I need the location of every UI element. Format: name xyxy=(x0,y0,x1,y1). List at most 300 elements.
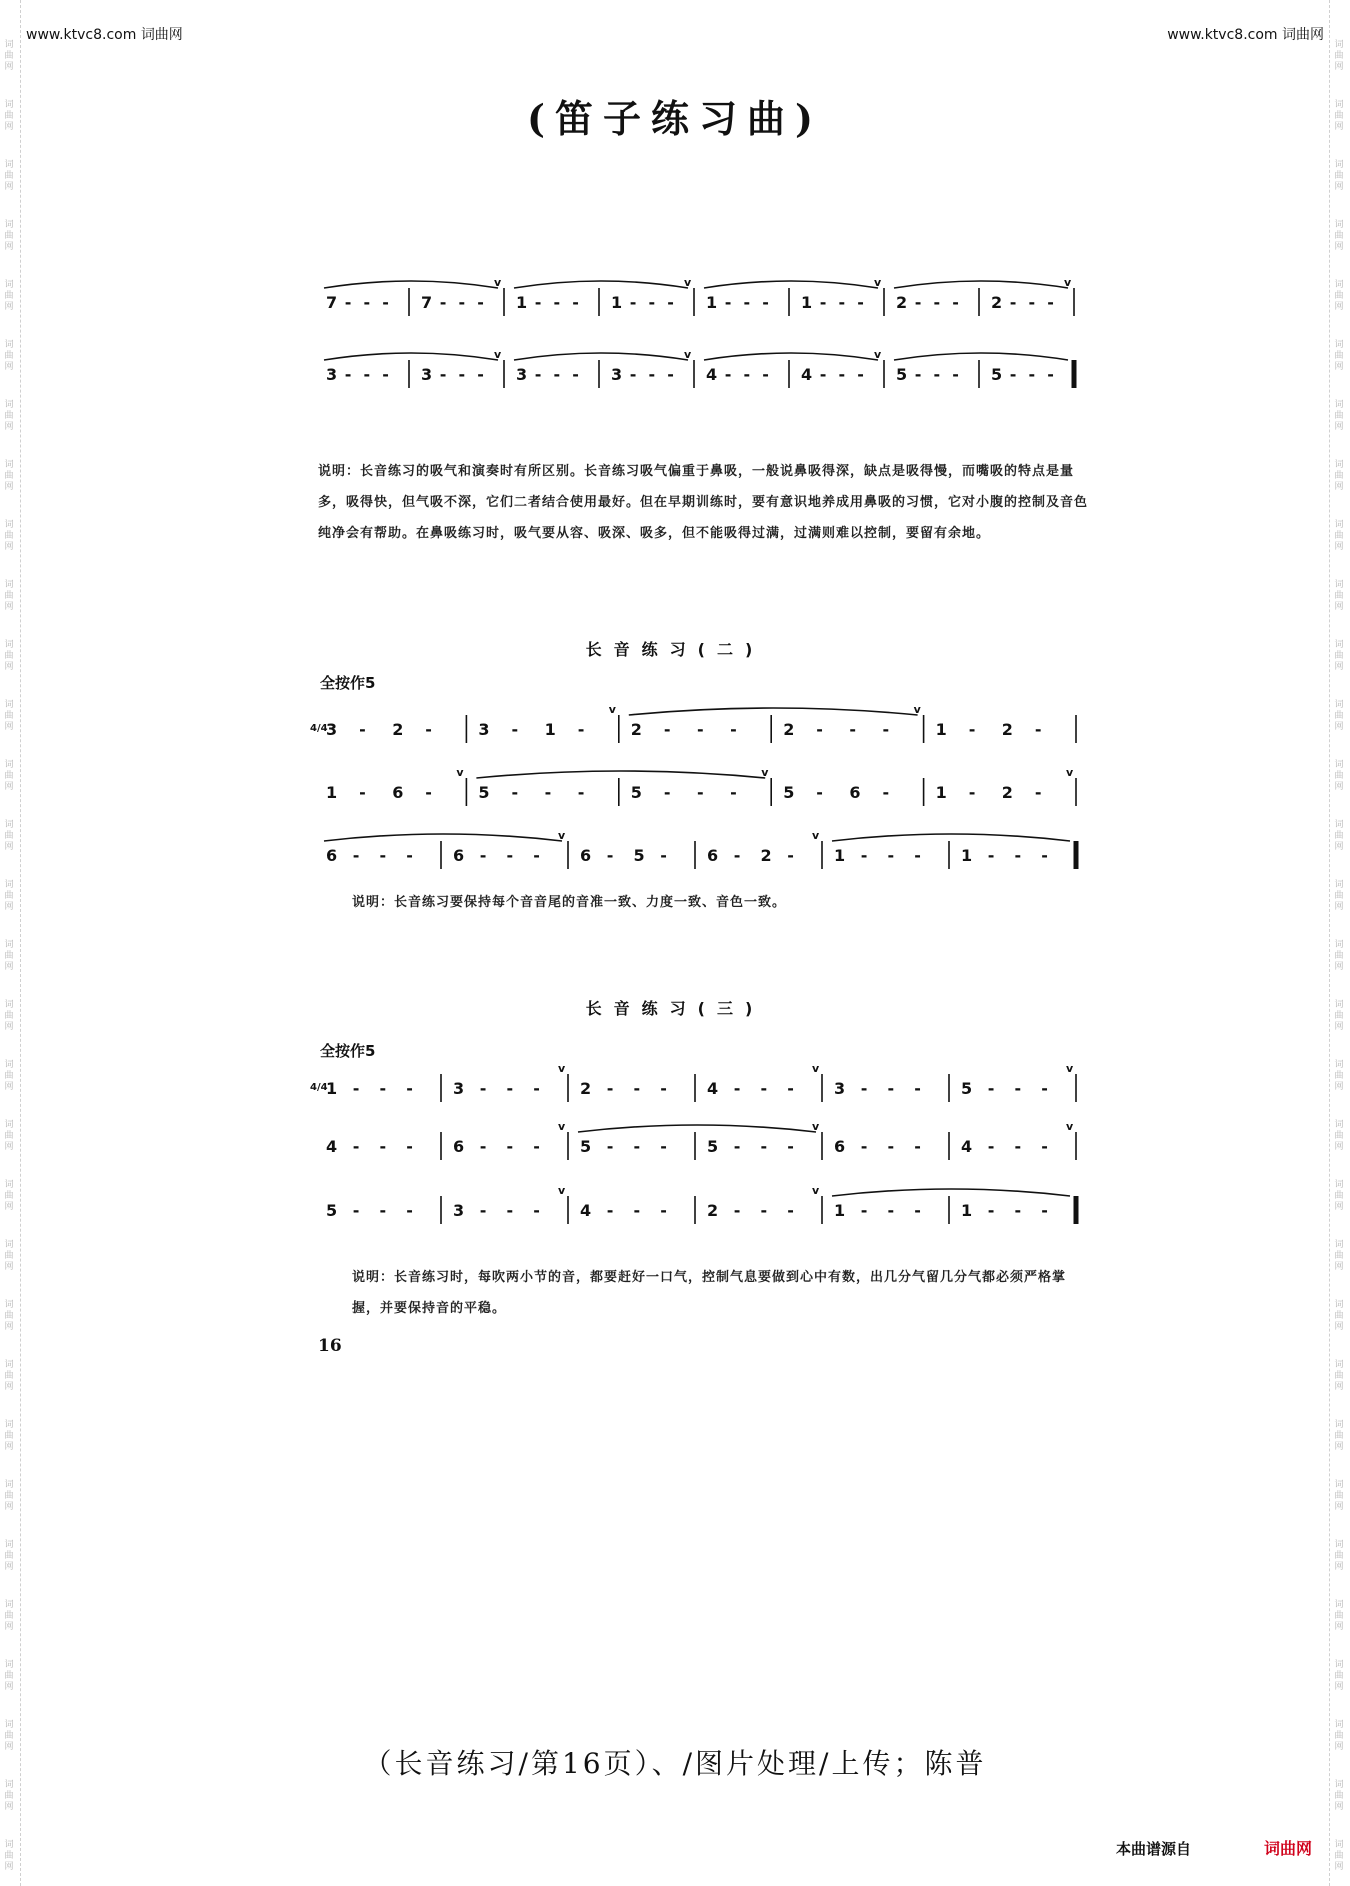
watermark-mark: 词 曲 网 xyxy=(1334,340,1344,372)
slur-arc xyxy=(832,834,1070,841)
watermark-mark: 词 曲 网 xyxy=(4,100,14,132)
exercise2-fingering: 全按作5 xyxy=(320,674,376,692)
note-digit: 2 xyxy=(392,720,404,739)
dash-mark: - xyxy=(406,1137,413,1156)
breath-mark: v xyxy=(456,766,464,779)
dash-mark: - xyxy=(479,1137,487,1156)
dash-mark: - xyxy=(760,1201,768,1220)
watermark-mark: 词 曲 网 xyxy=(4,1120,14,1152)
dash-mark: - xyxy=(819,365,827,384)
breath-mark: v xyxy=(874,348,882,361)
note-digit: 4 xyxy=(580,1201,592,1220)
watermark-mark: 词 曲 网 xyxy=(4,1840,14,1872)
dash-mark: - xyxy=(663,783,671,802)
dash-mark: - xyxy=(572,293,579,312)
dash-mark: - xyxy=(534,293,542,312)
dash-mark: - xyxy=(743,365,751,384)
dash-mark: - xyxy=(787,846,794,865)
dash-mark: - xyxy=(406,846,413,865)
score-row xyxy=(310,1058,1080,1116)
slur-arc xyxy=(578,1125,816,1132)
dash-mark: - xyxy=(987,846,995,865)
dash-mark: - xyxy=(914,365,922,384)
score-row xyxy=(318,344,1080,402)
note-digit: 2 xyxy=(1001,783,1013,802)
watermark-mark: 词 曲 网 xyxy=(4,1480,14,1512)
watermark-mark: 词 曲 网 xyxy=(1334,1660,1344,1692)
dash-mark: - xyxy=(439,293,447,312)
dash-mark: - xyxy=(733,1079,741,1098)
note-digit: 2 xyxy=(760,846,772,865)
note-digit: 2 xyxy=(991,293,1003,312)
score-row xyxy=(318,762,1080,820)
dash-mark: - xyxy=(838,365,846,384)
note-digit: 1 xyxy=(834,1201,846,1220)
breath-mark: v xyxy=(1064,276,1072,289)
dash-mark: - xyxy=(660,1079,667,1098)
dash-mark: - xyxy=(724,293,732,312)
dash-mark: - xyxy=(352,846,360,865)
breath-mark: v xyxy=(761,766,769,779)
dash-mark: - xyxy=(697,783,704,802)
dash-mark: - xyxy=(458,293,466,312)
note-digit: 2 xyxy=(896,293,908,312)
watermark-mark: 词 曲 网 xyxy=(1334,400,1344,432)
note-digit: 6 xyxy=(326,846,338,865)
note-digit: 2 xyxy=(783,720,795,739)
dash-mark: - xyxy=(1014,846,1022,865)
breath-mark: v xyxy=(812,829,820,842)
dash-mark: - xyxy=(987,1201,995,1220)
dash-mark: - xyxy=(887,1137,895,1156)
score-row xyxy=(318,1116,1080,1174)
dash-mark: - xyxy=(860,1079,868,1098)
breath-mark: v xyxy=(913,703,921,716)
watermark-mark: 词 曲 网 xyxy=(1334,1600,1344,1632)
dash-mark: - xyxy=(533,1201,540,1220)
slur-arc xyxy=(832,1189,1070,1196)
dash-mark: - xyxy=(544,783,552,802)
watermark-mark: 词 曲 网 xyxy=(1334,220,1344,252)
watermark-mark: 词 曲 网 xyxy=(1334,640,1344,672)
dash-mark: - xyxy=(511,720,519,739)
watermark-mark: 词 曲 网 xyxy=(4,640,14,672)
dash-mark: - xyxy=(606,846,614,865)
site-name: 词曲网 xyxy=(140,27,183,43)
breath-mark: v xyxy=(494,276,502,289)
dash-mark: - xyxy=(359,783,366,802)
dash-mark: - xyxy=(629,293,637,312)
breath-mark: v xyxy=(558,1120,566,1133)
watermark-mark: 词 曲 网 xyxy=(1334,1840,1344,1872)
slur-arc xyxy=(324,353,498,360)
site-url: www.ktvc8.com xyxy=(26,27,137,43)
breath-mark: v xyxy=(494,348,502,361)
dash-mark: - xyxy=(633,1201,641,1220)
site-link-top-right[interactable] xyxy=(1167,24,1324,44)
exercise3-title: 长音练习(三) xyxy=(585,999,765,1018)
watermark-mark: 词 曲 网 xyxy=(4,280,14,312)
watermark-mark: 词 曲 网 xyxy=(4,1660,14,1692)
watermark-mark: 词 曲 网 xyxy=(4,1360,14,1392)
note-digit: 3 xyxy=(516,365,528,384)
dash-mark: - xyxy=(629,365,637,384)
score-row xyxy=(310,699,1080,757)
dash-mark: - xyxy=(887,1079,895,1098)
breath-mark: v xyxy=(558,1062,566,1075)
watermark-mark: 词 曲 网 xyxy=(1334,1300,1344,1332)
dash-mark: - xyxy=(533,1079,540,1098)
watermark-mark: 词 曲 网 xyxy=(1334,1240,1344,1272)
note-digit: 2 xyxy=(1001,720,1013,739)
watermark-mark: 词 曲 网 xyxy=(4,520,14,552)
dash-mark: - xyxy=(914,1201,921,1220)
dash-mark: - xyxy=(506,1079,514,1098)
dash-mark: - xyxy=(787,1079,794,1098)
dash-mark: - xyxy=(572,365,579,384)
watermark-mark: 词 曲 网 xyxy=(4,1420,14,1452)
dash-mark: - xyxy=(648,293,656,312)
site-link-top-left[interactable] xyxy=(26,24,183,44)
note-digit: 7 xyxy=(326,293,338,312)
dash-mark: - xyxy=(1028,365,1036,384)
dash-mark: - xyxy=(724,365,732,384)
dash-mark: - xyxy=(511,783,519,802)
dash-mark: - xyxy=(379,1201,387,1220)
breath-mark: v xyxy=(684,276,692,289)
dash-mark: - xyxy=(730,783,737,802)
breath-mark: v xyxy=(1066,1120,1074,1133)
note-digit: 4 xyxy=(801,365,813,384)
note-digit: 5 xyxy=(707,1137,719,1156)
score-row xyxy=(318,825,1080,883)
watermark-mark: 词 曲 网 xyxy=(1334,1120,1344,1152)
watermark-mark: 词 曲 网 xyxy=(4,700,14,732)
dash-mark: - xyxy=(479,1201,487,1220)
dash-mark: - xyxy=(506,1137,514,1156)
dash-mark: - xyxy=(606,1137,614,1156)
note-digit: 5 xyxy=(896,365,908,384)
watermark-mark: 词 曲 网 xyxy=(1334,700,1344,732)
dash-mark: - xyxy=(1034,783,1042,802)
dash-mark: - xyxy=(730,720,737,739)
dash-mark: - xyxy=(533,1137,540,1156)
note-digit: 1 xyxy=(935,720,947,739)
dash-mark: - xyxy=(425,720,432,739)
note-digit: 4 xyxy=(961,1137,973,1156)
watermark-mark: 词 曲 网 xyxy=(1334,460,1344,492)
watermark-mark: 词 曲 网 xyxy=(1334,520,1344,552)
dash-mark: - xyxy=(857,365,864,384)
watermark-mark: 词 曲 网 xyxy=(1334,40,1344,72)
dash-mark: - xyxy=(1009,365,1017,384)
dash-mark: - xyxy=(477,293,484,312)
dash-mark: - xyxy=(648,365,656,384)
dash-mark: - xyxy=(379,1137,387,1156)
exercise3-note: 说明：长音练习时，每吹两小节的音，都要赶好一口气，控制气息要做到心中有数，出几分气留几分气都必须严格掌握，并要保持音的平稳。 xyxy=(352,1270,1067,1316)
dash-mark: - xyxy=(860,1201,868,1220)
note-digit: 7 xyxy=(421,293,433,312)
note-digit: 2 xyxy=(580,1079,592,1098)
watermark-mark: 词 曲 网 xyxy=(1334,880,1344,912)
dash-mark: - xyxy=(933,365,941,384)
watermark-mark: 词 曲 网 xyxy=(4,820,14,852)
note-digit: 2 xyxy=(707,1201,719,1220)
breath-mark: v xyxy=(1066,1062,1074,1075)
dash-mark: - xyxy=(1034,720,1042,739)
upload-caption: （长音练习/第16页）、/图片处理/上传；陈普 xyxy=(363,1747,987,1780)
watermark-mark: 词 曲 网 xyxy=(1334,940,1344,972)
dash-mark: - xyxy=(406,1079,413,1098)
dash-mark: - xyxy=(553,293,561,312)
note-digit: 1 xyxy=(544,720,556,739)
dash-mark: - xyxy=(633,1079,641,1098)
note-digit: 3 xyxy=(453,1079,465,1098)
slur-arc xyxy=(476,771,765,778)
site-name: 词曲网 xyxy=(1282,27,1324,43)
watermark-mark: 词 曲 网 xyxy=(1334,1540,1344,1572)
dash-mark: - xyxy=(458,365,466,384)
breath-mark: v xyxy=(812,1184,820,1197)
dash-mark: - xyxy=(479,846,487,865)
slur-arc xyxy=(324,281,498,288)
dash-mark: - xyxy=(534,365,542,384)
dash-mark: - xyxy=(477,365,484,384)
watermark-mark: 词 曲 网 xyxy=(4,580,14,612)
score-row xyxy=(318,1180,1080,1238)
breath-mark: v xyxy=(608,703,616,716)
exercise1-note: 说明：长音练习的吸气和演奏时有所区别。长音练习吸气偏重于鼻吸，一般说鼻吸得深，缺点是吸得慢，而嘴吸的特点是量多，吸得快，但气吸不深，它们二者结合使用最好。但在早期训练时，要有意识地养成用鼻吸的习惯，它对小腹的控制及音色纯净会有帮助。在鼻吸练习时，吸气要从容、吸深、吸多，但不能吸得过满，过满则难以控制，要留有余地。 xyxy=(318,464,1089,541)
watermark-mark: 词 曲 网 xyxy=(4,1780,14,1812)
dash-mark: - xyxy=(762,365,769,384)
breath-mark: v xyxy=(684,348,692,361)
dash-mark: - xyxy=(660,1201,667,1220)
page-number: 16 xyxy=(318,1336,342,1356)
dash-mark: - xyxy=(882,720,890,739)
dash-mark: - xyxy=(952,293,959,312)
watermark-mark: 词 曲 网 xyxy=(4,460,14,492)
exercise2-note: 说明：长音练习要保持每个音音尾的音准一致、力度一致、音色一致。 xyxy=(352,895,787,910)
watermark-mark: 词 曲 网 xyxy=(4,1600,14,1632)
page-title: (笛子练习曲) xyxy=(527,96,823,141)
note-digit: 3 xyxy=(611,365,623,384)
slur-arc xyxy=(704,353,878,360)
note-digit: 2 xyxy=(630,720,642,739)
watermark-mark: 词 曲 网 xyxy=(4,880,14,912)
dash-mark: - xyxy=(506,1201,514,1220)
dash-mark: - xyxy=(533,846,540,865)
dash-mark: - xyxy=(860,1137,868,1156)
watermark-mark: 词 曲 网 xyxy=(1334,280,1344,312)
watermark-mark: 词 曲 网 xyxy=(4,400,14,432)
dash-mark: - xyxy=(733,1201,741,1220)
dash-mark: - xyxy=(425,783,432,802)
note-digit: 5 xyxy=(633,846,645,865)
breath-mark: v xyxy=(558,1184,566,1197)
time-signature: 4/4 xyxy=(310,723,328,734)
breath-mark: v xyxy=(1066,766,1074,779)
note-digit: 5 xyxy=(961,1079,973,1098)
watermark-mark: 词 曲 网 xyxy=(4,1720,14,1752)
note-digit: 4 xyxy=(326,1137,338,1156)
dash-mark: - xyxy=(860,846,868,865)
note-digit: 6 xyxy=(453,846,465,865)
watermark-mark: 词 曲 网 xyxy=(1334,1720,1344,1752)
note-digit: 1 xyxy=(935,783,947,802)
dash-mark: - xyxy=(663,720,671,739)
note-digit: 1 xyxy=(801,293,813,312)
dash-mark: - xyxy=(382,365,389,384)
note-digit: 4 xyxy=(707,1079,719,1098)
dash-mark: - xyxy=(606,1201,614,1220)
dash-mark: - xyxy=(1009,293,1017,312)
score-row xyxy=(318,272,1080,330)
note-digit: 3 xyxy=(326,720,338,739)
left-watermark-strip xyxy=(0,0,21,1886)
dash-mark: - xyxy=(344,293,352,312)
dash-mark: - xyxy=(352,1079,360,1098)
dash-mark: - xyxy=(577,783,585,802)
note-digit: 4 xyxy=(706,365,718,384)
breath-mark: v xyxy=(812,1120,820,1133)
note-digit: 3 xyxy=(421,365,433,384)
note-digit: 1 xyxy=(961,1201,973,1220)
breath-mark: v xyxy=(558,829,566,842)
dash-mark: - xyxy=(660,846,667,865)
dash-mark: - xyxy=(887,1201,895,1220)
dash-mark: - xyxy=(733,846,741,865)
dash-mark: - xyxy=(733,1137,741,1156)
watermark-mark: 词 曲 网 xyxy=(4,1540,14,1572)
note-digit: 6 xyxy=(453,1137,465,1156)
dash-mark: - xyxy=(914,846,921,865)
watermark-mark: 词 曲 网 xyxy=(1334,1180,1344,1212)
slur-arc xyxy=(894,353,1068,360)
note-digit: 1 xyxy=(326,783,338,802)
dash-mark: - xyxy=(838,293,846,312)
footer-site-link[interactable]: 词曲网 xyxy=(1264,1839,1313,1858)
note-digit: 3 xyxy=(326,365,338,384)
dash-mark: - xyxy=(914,293,922,312)
watermark-mark: 词 曲 网 xyxy=(1334,100,1344,132)
watermark-mark: 词 曲 网 xyxy=(4,220,14,252)
slur-arc xyxy=(894,281,1068,288)
dash-mark: - xyxy=(1014,1079,1022,1098)
note-digit: 5 xyxy=(326,1201,338,1220)
note-digit: 6 xyxy=(392,783,404,802)
dash-mark: - xyxy=(819,293,827,312)
note-digit: 3 xyxy=(834,1079,846,1098)
dash-mark: - xyxy=(1041,846,1048,865)
slur-arc xyxy=(629,708,918,715)
dash-mark: - xyxy=(816,720,823,739)
watermark-mark: 词 曲 网 xyxy=(4,1180,14,1212)
dash-mark: - xyxy=(887,846,895,865)
watermark-mark: 词 曲 网 xyxy=(4,760,14,792)
watermark-mark: 词 曲 网 xyxy=(4,1000,14,1032)
dash-mark: - xyxy=(1014,1201,1022,1220)
slur-arc xyxy=(514,353,688,360)
dash-mark: - xyxy=(760,1079,768,1098)
exercise3-fingering: 全按作5 xyxy=(320,1042,376,1060)
note-digit: 6 xyxy=(849,783,861,802)
source-label: 本曲谱源自 xyxy=(1116,1840,1192,1858)
watermark-mark: 词 曲 网 xyxy=(4,40,14,72)
watermark-mark: 词 曲 网 xyxy=(4,940,14,972)
dash-mark: - xyxy=(606,1079,614,1098)
dash-mark: - xyxy=(1047,293,1054,312)
exercise2-title: 长音练习(二) xyxy=(585,640,765,659)
watermark-mark: 词 曲 网 xyxy=(4,1240,14,1272)
dash-mark: - xyxy=(1047,365,1054,384)
watermark-mark: 词 曲 网 xyxy=(1334,820,1344,852)
time-signature: 4/4 xyxy=(310,1082,328,1093)
dash-mark: - xyxy=(987,1137,995,1156)
dash-mark: - xyxy=(743,293,751,312)
dash-mark: - xyxy=(968,720,976,739)
dash-mark: - xyxy=(1014,1137,1022,1156)
watermark-mark: 词 曲 网 xyxy=(1334,1000,1344,1032)
dash-mark: - xyxy=(933,293,941,312)
dash-mark: - xyxy=(816,783,823,802)
dash-mark: - xyxy=(762,293,769,312)
dash-mark: - xyxy=(987,1079,995,1098)
dash-mark: - xyxy=(379,1079,387,1098)
note-digit: 1 xyxy=(611,293,623,312)
dash-mark: - xyxy=(968,783,976,802)
watermark-mark: 词 曲 网 xyxy=(4,340,14,372)
watermark-mark: 词 曲 网 xyxy=(4,160,14,192)
note-digit: 5 xyxy=(478,783,490,802)
dash-mark: - xyxy=(363,365,371,384)
dash-mark: - xyxy=(787,1201,794,1220)
dash-mark: - xyxy=(363,293,371,312)
dash-mark: - xyxy=(914,1079,921,1098)
note-digit: 1 xyxy=(961,846,973,865)
note-digit: 6 xyxy=(580,846,592,865)
note-digit: 3 xyxy=(478,720,490,739)
dash-mark: - xyxy=(667,365,674,384)
note-digit: 6 xyxy=(834,1137,846,1156)
breath-mark: v xyxy=(874,276,882,289)
dash-mark: - xyxy=(882,783,890,802)
dash-mark: - xyxy=(406,1201,413,1220)
dash-mark: - xyxy=(577,720,585,739)
dash-mark: - xyxy=(697,720,704,739)
note-digit: 1 xyxy=(834,846,846,865)
dash-mark: - xyxy=(553,365,561,384)
note-digit: 1 xyxy=(706,293,718,312)
dash-mark: - xyxy=(849,720,857,739)
right-watermark-strip xyxy=(1329,0,1350,1886)
dash-mark: - xyxy=(479,1079,487,1098)
dash-mark: - xyxy=(914,1137,921,1156)
dash-mark: - xyxy=(344,365,352,384)
dash-mark: - xyxy=(439,365,447,384)
watermark-mark: 词 曲 网 xyxy=(1334,160,1344,192)
dash-mark: - xyxy=(506,846,514,865)
note-digit: 5 xyxy=(630,783,642,802)
watermark-mark: 词 曲 网 xyxy=(1334,580,1344,612)
watermark-mark: 词 曲 网 xyxy=(4,1060,14,1092)
note-digit: 3 xyxy=(453,1201,465,1220)
note-digit: 6 xyxy=(707,846,719,865)
watermark-mark: 词 曲 网 xyxy=(1334,760,1344,792)
dash-mark: - xyxy=(352,1137,360,1156)
dash-mark: - xyxy=(382,293,389,312)
dash-mark: - xyxy=(1041,1079,1048,1098)
dash-mark: - xyxy=(359,720,366,739)
